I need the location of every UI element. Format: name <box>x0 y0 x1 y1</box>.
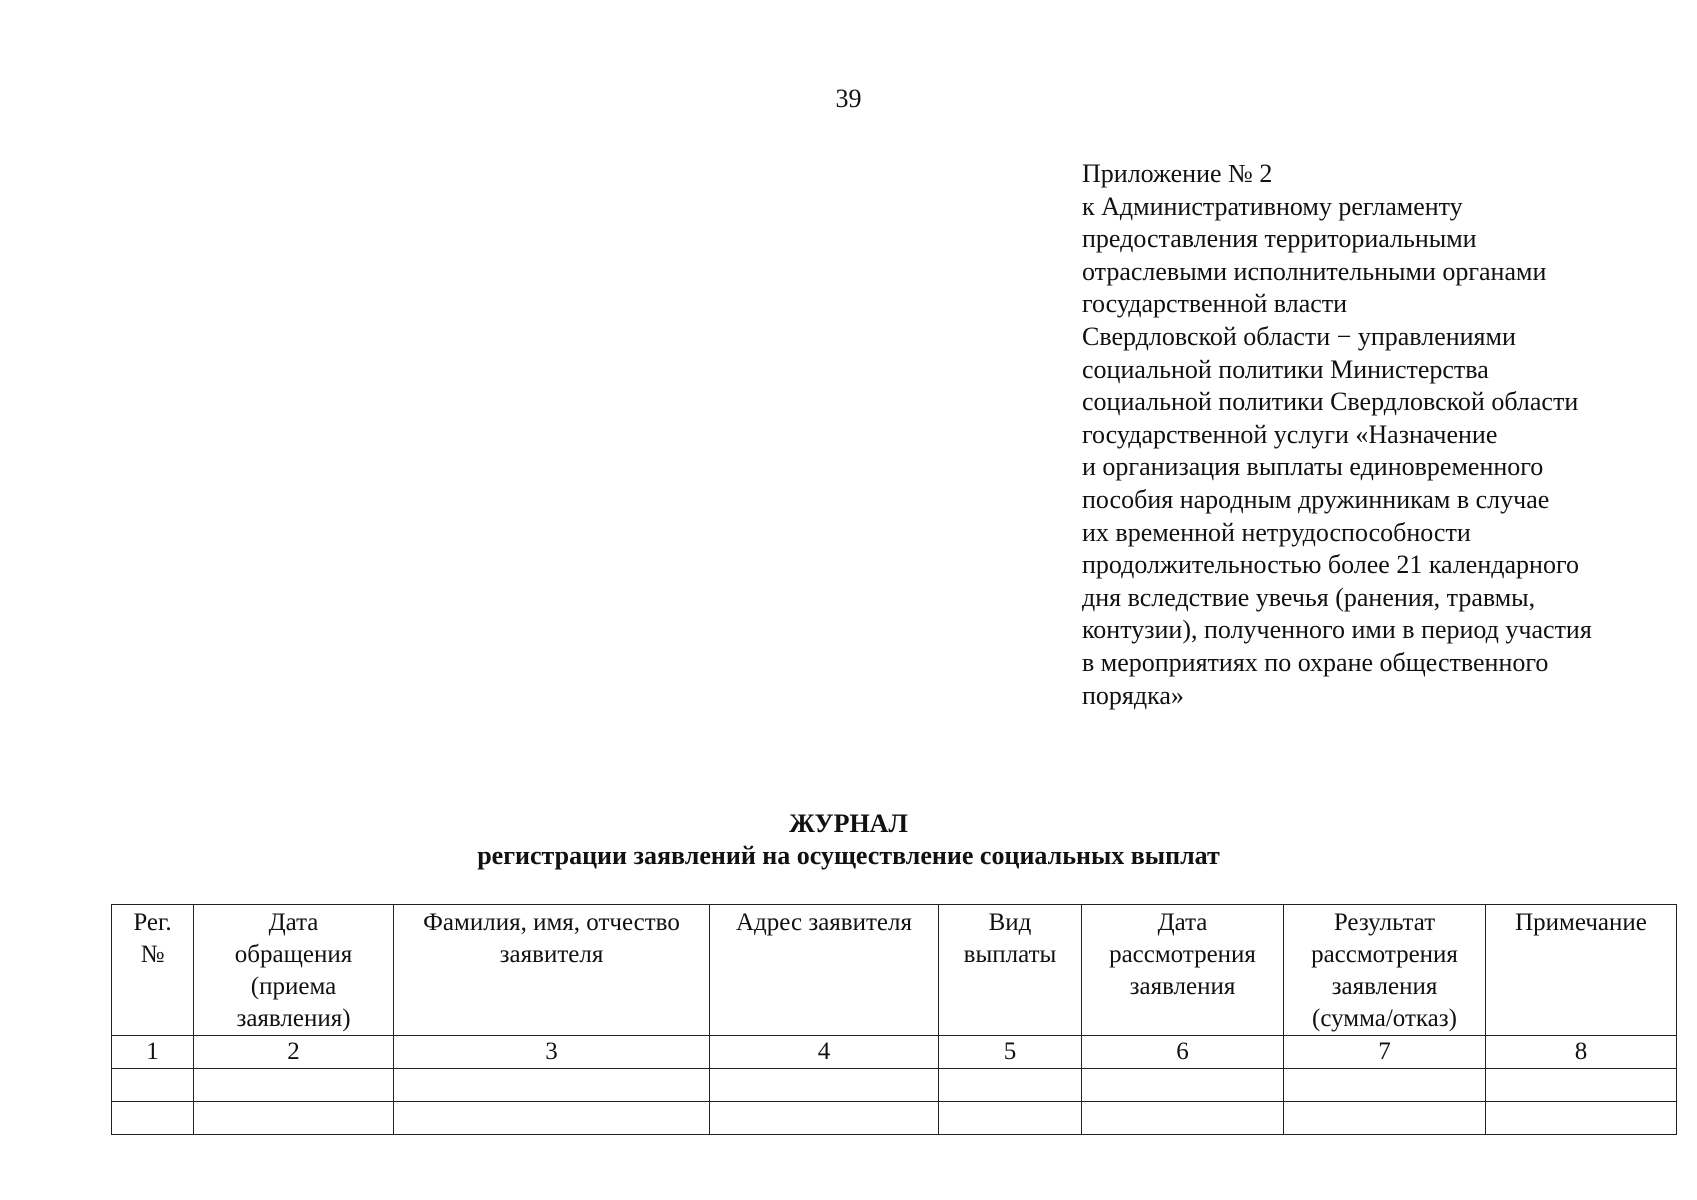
annex-line: пособия народным дружинникам в случае <box>1082 484 1550 514</box>
table-cell <box>112 1102 194 1135</box>
column-number: 3 <box>394 1036 710 1069</box>
table-header-row <box>112 905 1677 1036</box>
annex-line: социальной политики Свердловской области <box>1082 387 1579 417</box>
table-cell <box>1486 1102 1677 1135</box>
annex-line: продолжительностью более 21 календарного <box>1082 550 1579 580</box>
annex-line: порядка» <box>1082 680 1184 710</box>
header-payment-type: Вид выплаты <box>939 905 1082 1036</box>
header-review-date: Дата рассмотрения заявления <box>1082 905 1284 1036</box>
table-cell <box>394 1069 710 1102</box>
annex-line: их временной нетрудоспособности <box>1082 517 1471 547</box>
annex-line: к Административному регламенту <box>1082 191 1463 221</box>
annex-line: предоставления территориальными <box>1082 224 1477 254</box>
header-applicant-name: Фамилия, имя, отчество заявителя <box>394 905 710 1036</box>
table-cell <box>939 1069 1082 1102</box>
table-cell <box>112 1069 194 1102</box>
table-cell <box>1284 1102 1486 1135</box>
table-cell <box>194 1069 394 1102</box>
table-cell <box>1486 1069 1677 1102</box>
annex-line: контузии), полученного ими в период участия <box>1082 615 1592 645</box>
journal-title: ЖУРНАЛ <box>789 809 908 838</box>
header-application-date: Дата обращения (приема заявления) <box>194 905 394 1036</box>
table-row <box>112 1069 1677 1102</box>
header-review-result: Результат рассмотрения заявления (сумма/отказ) <box>1284 905 1486 1036</box>
table-cell <box>710 1069 939 1102</box>
table-row <box>112 1102 1677 1135</box>
annex-line: дня вследствие увечья (ранения, травмы, <box>1082 582 1536 612</box>
column-number-row <box>112 1036 1677 1069</box>
annex-line: Свердловской области − управлениями <box>1082 321 1516 351</box>
annex-line: отраслевыми исполнительными органами <box>1082 256 1547 286</box>
table-cell <box>710 1102 939 1135</box>
annex-line: и организация выплаты единовременного <box>1082 452 1544 482</box>
column-number: 7 <box>1284 1036 1486 1069</box>
column-number: 1 <box>112 1036 194 1069</box>
annex-line: социальной политики Министерства <box>1082 354 1489 384</box>
column-number: 4 <box>710 1036 939 1069</box>
table-cell <box>1082 1102 1284 1135</box>
table-cell <box>394 1102 710 1135</box>
annex-header <box>1082 158 1682 712</box>
column-number: 6 <box>1082 1036 1284 1069</box>
header-note: Примечание <box>1486 905 1677 1036</box>
table-cell <box>1284 1069 1486 1102</box>
page-number: 39 <box>835 84 862 113</box>
header-applicant-address: Адрес заявителя <box>710 905 939 1036</box>
header-reg-number: Рег. № <box>112 905 194 1036</box>
table-cell <box>194 1102 394 1135</box>
journal-table <box>111 904 1677 1135</box>
annex-line: в мероприятиях по охране общественного <box>1082 647 1549 677</box>
annex-line: государственной услуги «Назначение <box>1082 419 1498 449</box>
column-number: 2 <box>194 1036 394 1069</box>
journal-subtitle: регистрации заявлений на осуществление социальных выплат <box>477 841 1220 870</box>
column-number: 5 <box>939 1036 1082 1069</box>
annex-line: государственной власти <box>1082 289 1348 319</box>
table-cell <box>1082 1069 1284 1102</box>
table-cell <box>939 1102 1082 1135</box>
annex-line: Приложение № 2 <box>1082 159 1273 188</box>
column-number: 8 <box>1486 1036 1677 1069</box>
